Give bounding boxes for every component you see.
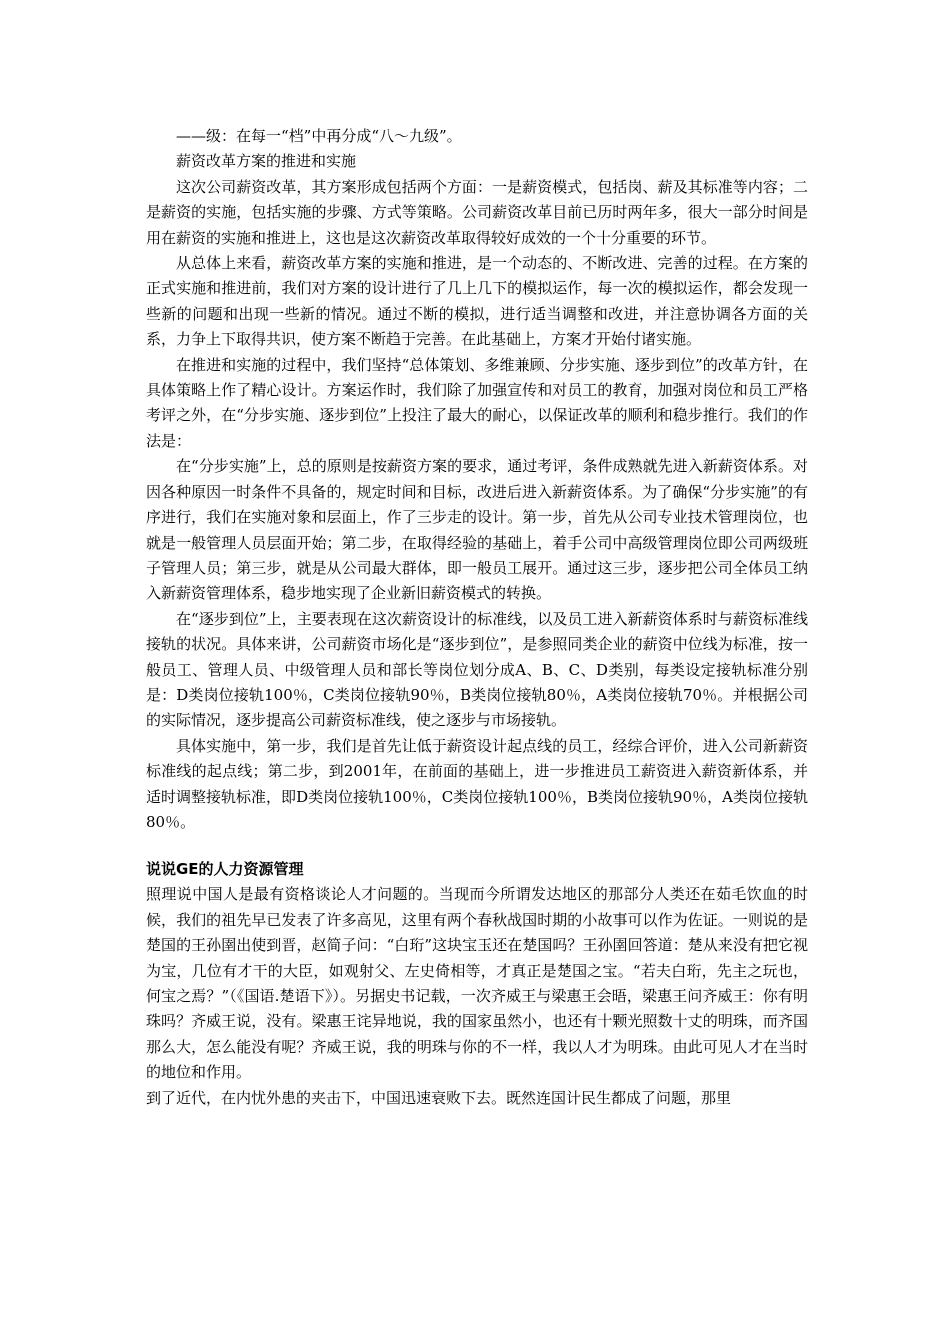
paragraph: 在“分步实施”上，总的原则是按薪资方案的要求，通过考评，条件成熟就先进入新薪资体系。对因各种原因一时条件不具备的，规定时间和目标，改进后进入新薪资体系。为了确保“分步实施”的有序进行，我们在实施对象和层面上，作了三步走的设计。第一步，首先从公司专业技术管理岗位，也就是一般管理人员层面开始；第二步，在取得经验的基础上，着手公司中高级管理岗位即公司两级班子管理人员；第三步，就是从公司最大群体，即一般员工展开。通过这三步，逐步把公司全体员工纳入新薪资管理体系，稳步地实现了企业新旧薪资模式的转换。 [146, 457, 808, 603]
paragraph: 到了近代，在内忧外患的夹击下，中国迅速衰败下去。既然连国计民生都成了问题，那里 [146, 1088, 732, 1107]
section-spacer [146, 835, 808, 857]
paragraph: 在推进和实施的过程中，我们坚持“总体策划、多维兼顾、分步实施、逐步到位”的改革方针，在具体策略上作了精心设计。方案运作时，我们除了加强宣传和对员工的教育，加强对岗位和员工严格考评之外，在“分步实施、逐步到位”上投注了最大的耐心，以保证改革的顺利和稳步推行。我们的作法是： [146, 355, 808, 450]
paragraph: 具体实施中，第一步，我们是首先让低于薪资设计起点线的员工，经综合评价，进入公司新薪资标准线的起点线；第二步，到2001年，在前面的基础上，进一步推进员工薪资进入薪资新体系，并适时调整接轨标准，即D类岗位接轨100％，C类岗位接轨100％，B类岗位接轨90％，A类岗位接轨80％。 [146, 736, 808, 831]
paragraph: 照理说中国人是最有资格谈论人才问题的。当现而今所谓发达地区的那部分人类还在茹毛饮血的时候，我们的祖先早已发表了许多高见，这里有两个春秋战国时期的小故事可以作为佐证。一则说的是楚国的王孙圉出使到晋，赵简子问：“白珩”这块宝玉还在楚国吗？王孙圉回答道：楚从来没有把它视为宝，几位有才干的大臣，如观射父、左史倚相等，才真正是楚国之宝。“若夫白珩，先主之玩也，何宝之焉？”（《国语.楚语下》）。另据史书记载，一次齐威王与梁惠王会晤，梁惠王问齐威王：你有明珠吗？齐威王说，没有。梁惠王诧异地说，我的国家虽然小，也还有十颗光照数十丈的明珠，而齐国那么大，怎么能没有呢？齐威王说，我的明珠与你的不一样，我以人才为明珠。由此可见人才在当时的地位和作用。 [146, 885, 808, 1082]
article-heading: 说说GE的人力资源管理 [146, 860, 304, 879]
document-page [146, 124, 808, 1111]
paragraph: 从总体上来看，薪资改革方案的实施和推进，是一个动态的、不断改进、完善的过程。在方案的正式实施和推进前，我们对方案的设计进行了几上几下的模拟运作，每一次的模拟运作，都会发现一些新的问题和出现一些新的情况。通过不断的模拟，进行适当调整和改进，并注意协调各方面的关系，力争上下取得共识，使方案不断趋于完善。在此基础上，方案才开始付诸实施。 [146, 254, 808, 349]
paragraph-level-note: ——级：在每一“档”中再分成“八～九级”。 [176, 127, 462, 145]
section-subtitle: 薪资改革方案的推进和实施 [176, 152, 357, 171]
paragraph: 这次公司薪资改革，其方案形成包括两个方面：一是薪资模式，包括岗、薪及其标准等内容；二是薪资的实施，包括实施的步骤、方式等策略。公司薪资改革目前已历时两年多，很大一部分时间是用在薪资的实施和推进上，这也是这次薪资改革取得较好成效的一个十分重要的环节。 [146, 177, 808, 247]
paragraph: 在“逐步到位”上，主要表现在这次薪资设计的标准线，以及员工进入新薪资体系时与薪资标准线接轨的状况。具体来讲，公司薪资市场化是“逐步到位”，是参照同类企业的薪资中位线为标准，按一般员工、管理人员、中级管理人员和部长等岗位划分成A、B、C、D类别，每类设定接轨标准分别是：D类岗位接轨100％，C类岗位接轨90％，B类岗位接轨80％，A类岗位接轨70％。并根据公司的实际情况，逐步提高公司薪资标准线，使之逐步与市场接轨。 [146, 609, 808, 730]
